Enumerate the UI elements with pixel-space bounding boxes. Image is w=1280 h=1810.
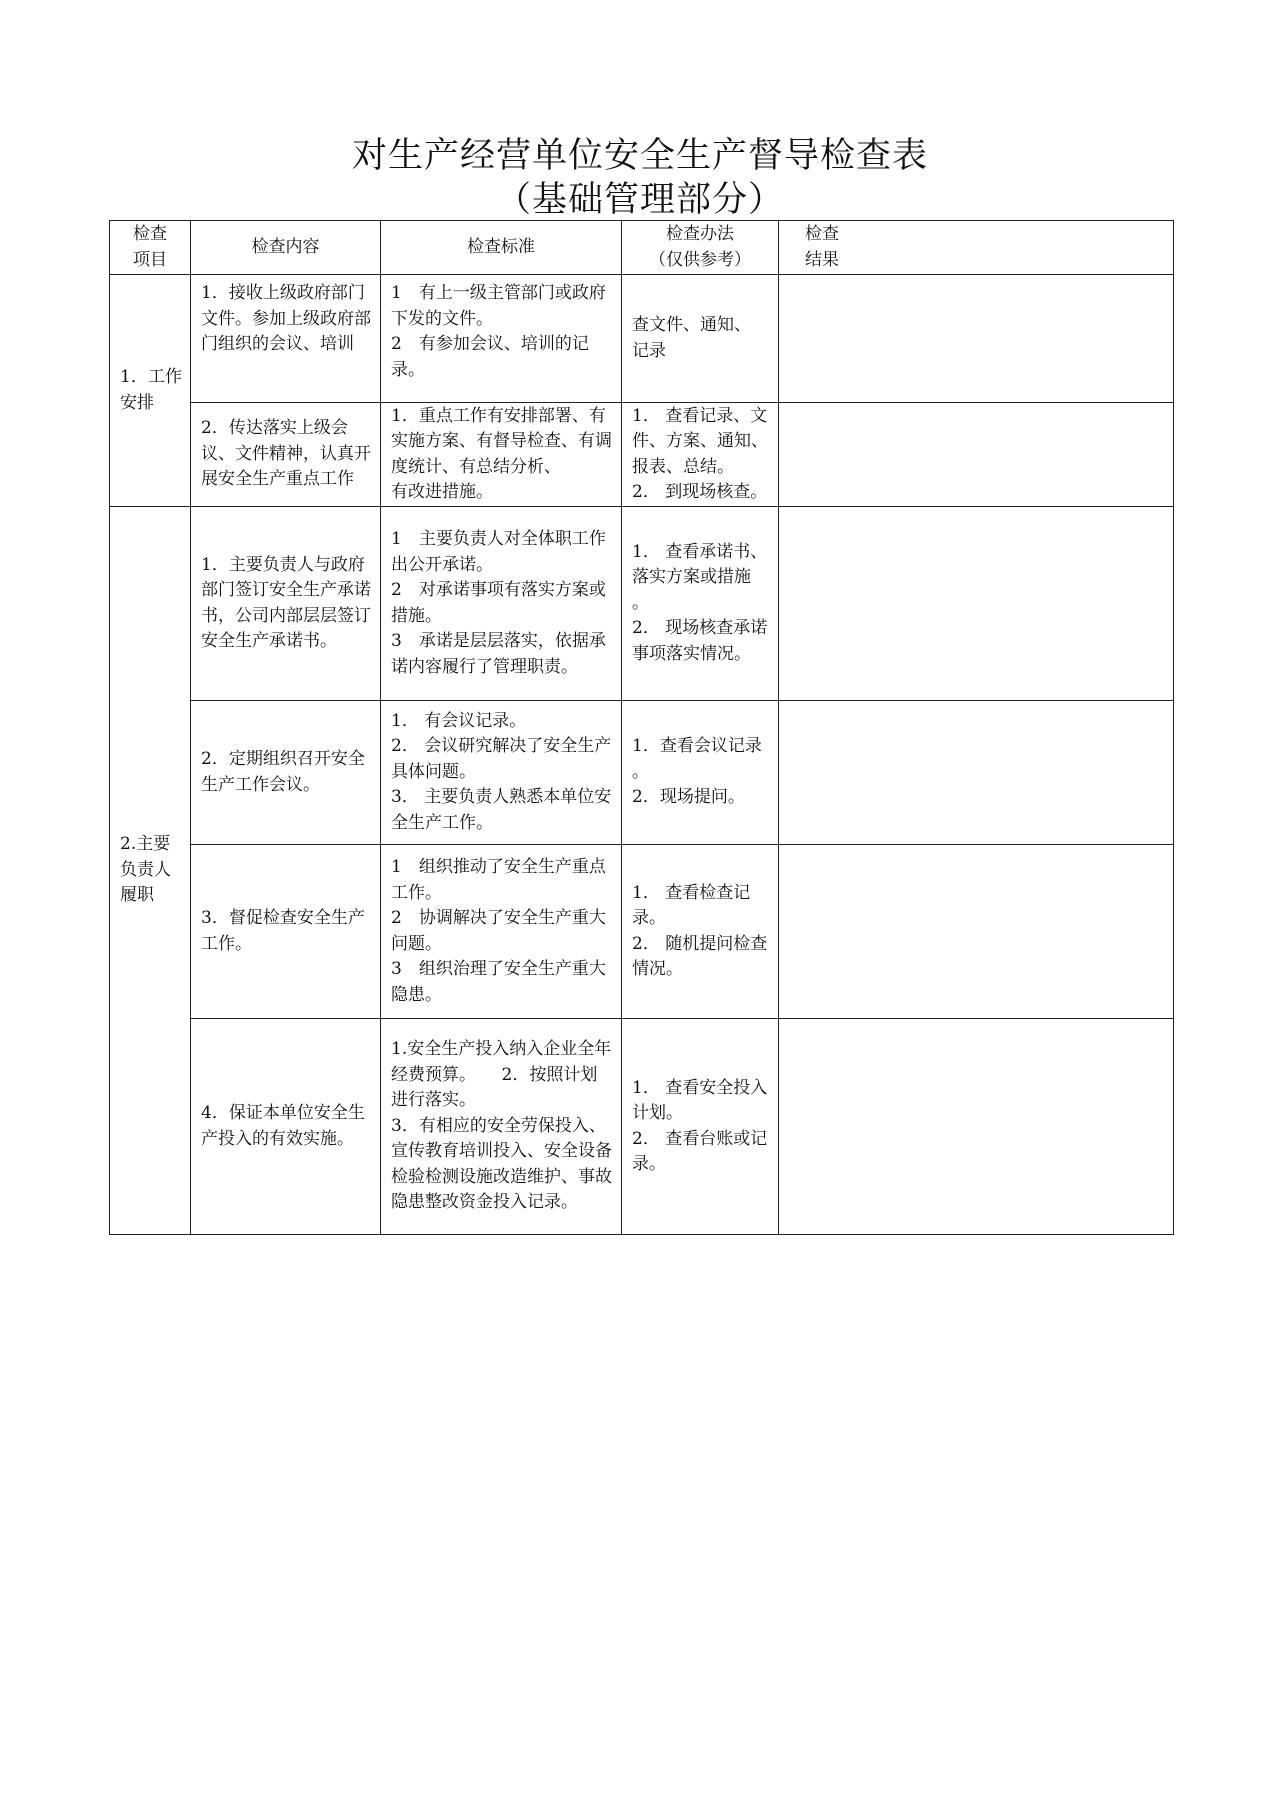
method-cell: 1． 查看安全投入计划。 2． 查看台账或记录。 [622,1019,779,1235]
result-cell[interactable] [779,403,1174,507]
content-cell: 2．定期组织召开安全生产工作会议。 [191,701,381,845]
result-cell[interactable] [779,845,1174,1019]
header-item: 检查 项目 [110,221,191,275]
standard-cell: 1 主要负责人对全体职工作出公开承诺。 2 对承诺事项有落实方案或措施。 3 承诺是层层落实，依据承诺内容履行了管理职责。 [381,507,622,701]
result-cell[interactable] [779,701,1174,845]
method-cell: 1．查看会议记录 。 2．现场提问。 [622,701,779,845]
content-cell: 3．督促检查安全生产工作。 [191,845,381,1019]
item-cell: 2.主要 负责人 履职 [110,507,191,1235]
method-cell: 查文件、通知、 记录 [622,275,779,403]
document-subtitle: （基础管理部分） [495,180,784,220]
content-cell: 1．接收上级政府部门文件。参加上级政府部门组织的会议、培训 [191,275,381,403]
document-title: 对生产经营单位安全生产督导检查表 [351,136,928,176]
standard-cell: 1.安全生产投入纳入企业全年经费预算。 2．按照计划进行落实。 3．有相应的安全劳保投入、宣传教育培训投入、安全设备检验检测设施改造维护、事故隐患整改资金投入记录。 [381,1019,622,1235]
content-cell: 1．主要负责人与政府部门签订安全生产承诺书，公司内部层层签订安全生产承诺书。 [191,507,381,701]
table-row [110,1019,1174,1235]
result-cell[interactable] [779,275,1174,403]
table-header-row [110,221,1174,275]
method-cell: 1． 查看记录、文件、方案、通知、报表、总结。 2． 到现场核查。 [622,403,779,507]
table-row [110,403,1174,507]
content-cell: 2．传达落实上级会议、文件精神，认真开展安全生产重点工作 [191,403,381,507]
table-row [110,845,1174,1019]
content-cell: 4．保证本单位安全生产投入的有效实施。 [191,1019,381,1235]
result-cell[interactable] [779,507,1174,701]
inspection-table [109,220,1174,1235]
header-result: 检查 结果 [779,221,1174,275]
method-cell: 1． 查看承诺书、落实方案或措施 。 2． 现场核查承诺事项落实情况。 [622,507,779,701]
result-cell[interactable] [779,1019,1174,1235]
method-cell: 1． 查看检查记录。 2． 随机提问检查情况。 [622,845,779,1019]
item-cell: 1．工作 安排 [110,275,191,507]
header-method: 检查办法 （仅供参考） [622,221,779,275]
standard-cell: 1．重点工作有安排部署、有实施方案、有督导检查、有调度统计、有总结分析、 有改进措施。 [381,403,622,507]
standard-cell: 1 组织推动了安全生产重点工作。 2 协调解决了安全生产重大问题。 3 组织治理了安全生产重大隐患。 [381,845,622,1019]
standard-cell: 1． 有会议记录。 2． 会议研究解决了安全生产具体问题。 3． 主要负责人熟悉本单位安全生产工作。 [381,701,622,845]
table-row [110,507,1174,701]
header-standard: 检查标准 [381,221,622,275]
table-row [110,701,1174,845]
standard-cell: 1 有上一级主管部门或政府下发的文件。 2 有参加会议、培训的记录。 [381,275,622,403]
table-row [110,275,1174,403]
header-content: 检查内容 [191,221,381,275]
